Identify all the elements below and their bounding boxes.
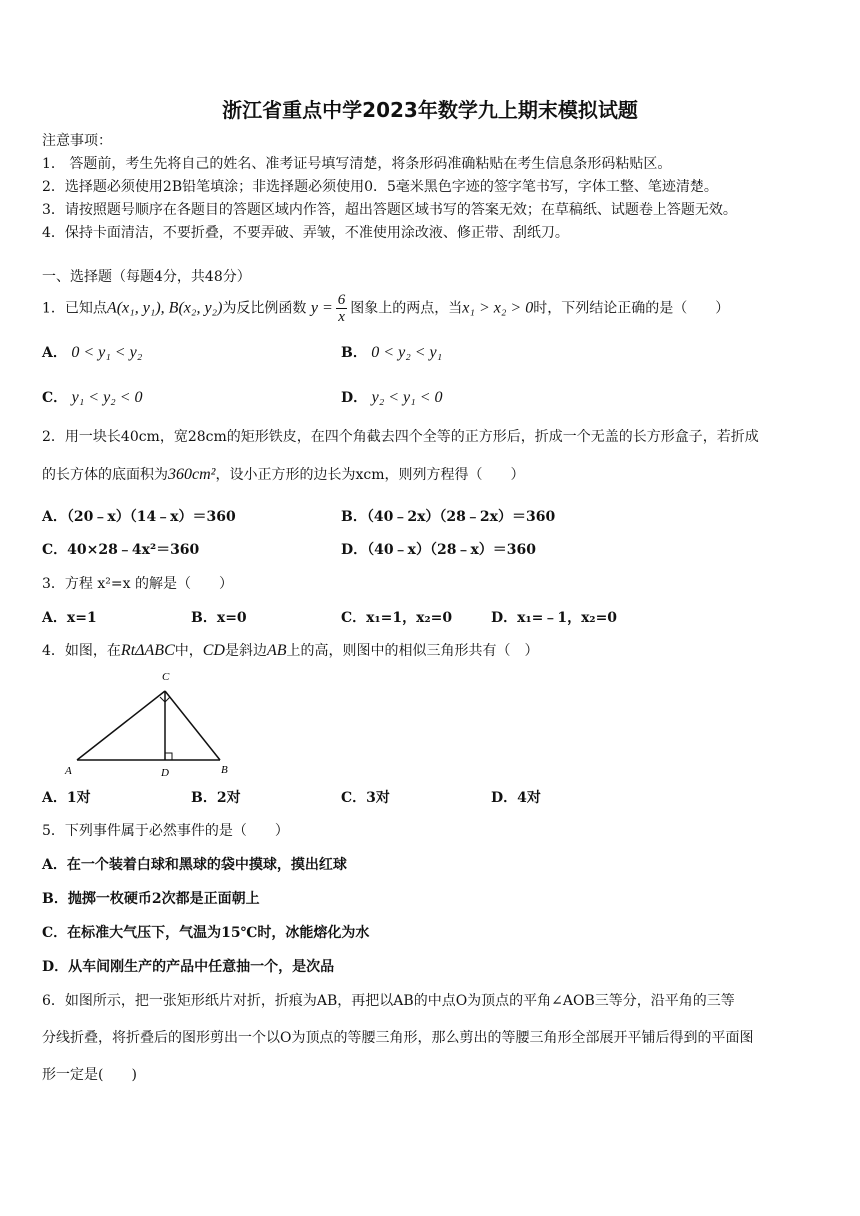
- question-6-line-2: 分线折叠，将折叠后的图形剪出一个以O为顶点的等腰三角形，那么剪出的等腰三角形全部展开平铺后得到的平面图: [42, 1030, 754, 1046]
- question-2-option-a: A．（20﹣x）（14﹣x）＝360: [42, 509, 236, 525]
- question-1-option-b: B． 0 < y₂ < y₁: [341, 344, 443, 361]
- question-2-option-b: B．（40﹣2x）（28﹣2x）＝360: [341, 509, 556, 525]
- page-title: 浙江省重点中学2023年数学九上期末模拟试题: [222, 98, 638, 122]
- vertex-label-c: C: [162, 671, 170, 683]
- notice-heading: 注意事项：: [42, 133, 112, 149]
- notice-item: 1． 答题前，考生先将自己的姓名、准考证号填写清楚，将条形码准确粘贴在考生信息条形码粘贴区。: [42, 156, 672, 172]
- fraction: $\frac{6}{x}$: [337, 292, 346, 325]
- question-4-option-c: C．3对: [341, 790, 390, 806]
- question-4-option-d: D．4对: [491, 790, 541, 806]
- question-3-option-a: A．x=1: [42, 610, 97, 626]
- question-5-option-c: C．在标准大气压下，气温为15℃时，冰能熔化为水: [42, 925, 370, 941]
- question-3-stem: 3．方程 x²=x 的解是（ ）: [42, 576, 233, 592]
- question-5-option-a: A．在一个装着白球和黑球的袋中摸球，摸出红球: [42, 857, 347, 873]
- question-2-option-c: C．40×28﹣4x²＝360: [42, 542, 200, 558]
- question-5-stem: 5．下列事件属于必然事件的是（ ）: [42, 823, 289, 839]
- question-6-line-1: 6．如图所示，把一张矩形纸片对折，折痕为AB，再把以AB的中点O为顶点的平角∠AOB三等分，沿平角的三等: [42, 993, 735, 1009]
- vertex-label-a: A: [65, 765, 72, 777]
- question-5-option-b: B．抛掷一枚硬币2次都是正面朝上: [42, 891, 260, 907]
- question-3-option-c: C．x₁=1，x₂=0: [341, 610, 453, 626]
- notice-item: 3．请按照题号顺序在各题目的答题区域内作答，超出答题区域书写的答案无效；在草稿纸、试题卷上答题无效。: [42, 202, 737, 218]
- triangle-side-cb: [165, 691, 220, 760]
- question-2-line-1: 2．用一块长40cm，宽28cm的矩形铁皮，在四个角截去四个全等的正方形后，折成一个无盖的长方形盒子，若折成: [42, 429, 759, 445]
- triangle-figure: [60, 666, 240, 782]
- question-3-option-b: B．x=0: [191, 610, 247, 626]
- question-1-option-d: D． y₂ < y₁ < 0: [341, 389, 443, 406]
- right-angle-mark-d: [165, 753, 172, 760]
- triangle-side-ac: [77, 691, 165, 760]
- notice-item: 4．保持卡面清洁，不要折叠，不要弄破、弄皱，不准使用涂改液、修正带、刮纸刀。: [42, 225, 569, 241]
- section-heading: 一、选择题（每题4分，共48分）: [42, 269, 251, 285]
- notice-item: 2．选择题必须使用2B铅笔填涂；非选择题必须使用0．5毫米黑色字迹的签字笔书写，字体工整、笔迹清楚。: [42, 179, 718, 195]
- question-3-option-d: D．x₁=﹣1，x₂=0: [491, 610, 618, 626]
- question-1-stem: 1．已知点A(x₁, y₁), B(x₂, y₂)为反比例函数 y = $\frac{6}{x}$ 图象上的两点，当x₁ > x₂ > 0时，下列结论正确的是（ ）: [42, 292, 730, 325]
- vertex-label-b: B: [221, 764, 228, 776]
- question-2-line-2: 的长方体的底面积为360cm²，设小正方形的边长为xcm，则列方程得（ ）: [42, 466, 525, 483]
- question-5-option-d: D．从车间刚生产的产品中任意抽一个，是次品: [42, 959, 335, 975]
- question-4-option-a: A．1对: [42, 790, 91, 806]
- question-6-line-3: 形一定是( ): [42, 1067, 137, 1083]
- question-4-stem: 4．如图，在RtΔABC中，CD是斜边AB上的高，则图中的相似三角形共有（ ）: [42, 642, 539, 659]
- question-1-option-c: C． y₁ < y₂ < 0: [42, 389, 143, 406]
- question-4-option-b: B．2对: [191, 790, 241, 806]
- vertex-label-d: D: [161, 767, 169, 779]
- question-1-option-a: A． 0 < y₁ < y₂: [42, 344, 143, 361]
- question-2-option-d: D．（40﹣x）（28﹣x）＝360: [341, 542, 537, 558]
